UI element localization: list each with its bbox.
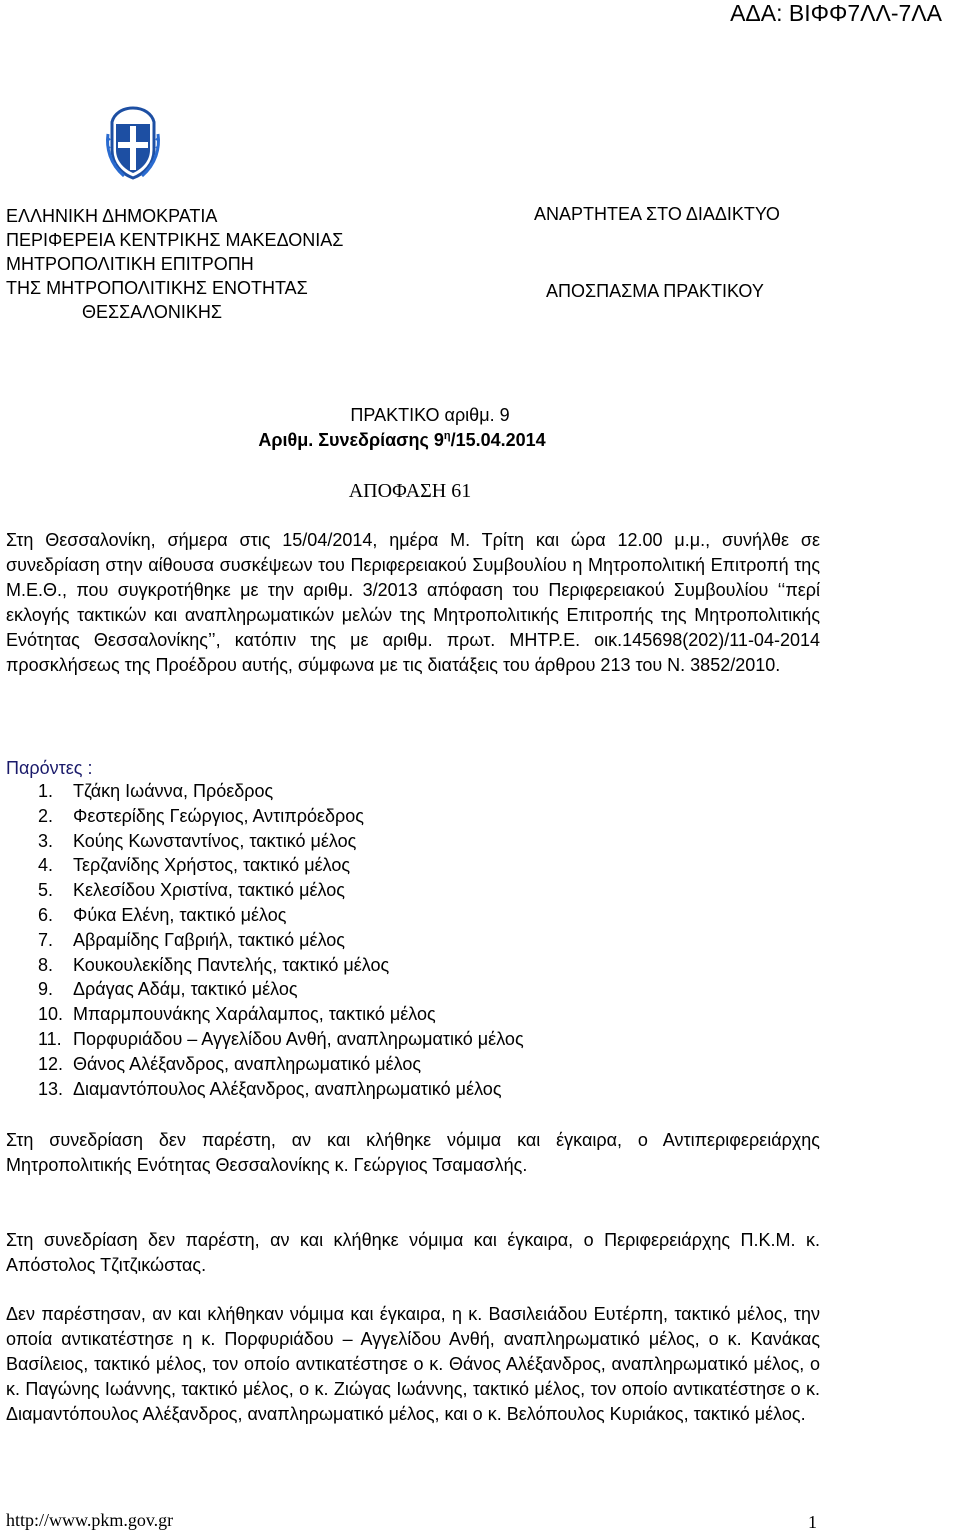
- member-item: [38, 953, 524, 978]
- member-number: 7.: [38, 929, 54, 950]
- present-title: Παρόντες :: [6, 758, 93, 778]
- issuer-line: ΘΕΣΣΑΛΟΝΙΚΗΣ: [82, 302, 223, 322]
- issuer-line: ΕΛΛΗΝΙΚΗ ΔΗΜΟΚΡΑΤΙΑ: [6, 206, 218, 226]
- member-number: 10.: [38, 1004, 64, 1025]
- issuer-block: [6, 204, 343, 324]
- member-number: 11.: [38, 1028, 62, 1049]
- present-members-list: [38, 779, 524, 1101]
- member-name: Θάνος Αλέξανδρος, αναπληρωματικό μέλος: [73, 1053, 422, 1074]
- member-number: 2.: [38, 805, 54, 826]
- member-number: 3.: [38, 830, 54, 851]
- member-number: 13.: [38, 1078, 64, 1099]
- minutes-excerpt-label: ΑΠΟΣΠΑΣΜΑ ΠΡΑΚΤΙΚΟΥ: [546, 281, 764, 301]
- member-item: [38, 928, 524, 953]
- member-name: Τερζανίδης Χρήστος, τακτικό μέλος: [73, 855, 351, 876]
- member-number: 9.: [38, 979, 54, 1000]
- page-number: 1: [808, 1512, 817, 1532]
- member-name: Φύκα Ελένη, τακτικό μέλος: [73, 904, 287, 925]
- member-name: Πορφυριάδου – Αγγελίδου Ανθή, αναπληρωματικό μέλος: [73, 1028, 524, 1049]
- session-prefix: Αριθμ. Συνεδρίασης 9: [258, 430, 444, 450]
- member-item: [38, 903, 524, 928]
- absent-paragraph-1: Στη συνεδρίαση δεν παρέστη, αν και κλήθηκε νόμιμα και έγκαιρα, ο Αντιπεριφερειάρχης Μητροπολιτικής Ενότητας Θεσσαλονίκης κ. Γεώργιος Τσαμασλής.: [6, 1130, 820, 1175]
- member-name: Κελεσίδου Χριστίνα, τακτικό μέλος: [73, 880, 345, 901]
- intro-paragraph: Στη Θεσσαλονίκη, σήμερα στις 15/04/2014, ημέρα Μ. Τρίτη και ώρα 12.00 μ.μ., συνήλθε σε συνεδρίαση στην αίθουσα συσκέψεων του Περιφερειακού Συμβουλίου η Μητροπολιτική Επιτροπή της Μ.Ε.Θ., που συγκροτήθηκε με την αριθμ. 3/2013 απόφαση του Περιφερειακού Συμβουλίου ‘‘περί εκλογής τακτικών και αναπληρωματικών μελών της Μητροπολιτικής Επιτροπής της Μητροπολιτικής Ενότητας Θεσσαλονίκης’’, κατόπιν της με αριθμ. πρωτ. ΜΗΤΡ.Ε. οικ.145698(202)/11-04-2014 προσκλήσεως της Προέδρου αυτής, σύμφωνα με τις διατάξεις του άρθρου 213 του Ν. 3852/2010.: [6, 530, 820, 675]
- member-name: Κούης Κωνσταντίνος, τακτικό μέλος: [73, 830, 357, 851]
- member-item: [38, 779, 524, 804]
- member-item: [38, 1077, 524, 1102]
- member-number: 12.: [38, 1053, 64, 1074]
- member-name: Αβραμίδης Γαβριήλ, τακτικό μέλος: [73, 929, 345, 950]
- session-date: /15.04.2014: [450, 430, 546, 450]
- issuer-line: ΜΗΤΡΟΠΟΛΙΤΙΚΗ ΕΠΙΤΡΟΠΗ: [6, 254, 254, 274]
- decision-title: ΑΠΟΦΑΣΗ 61: [348, 480, 472, 502]
- issuer-line: ΠΕΡΙΦΕΡΕΙΑ ΚΕΝΤΡΙΚΗΣ ΜΑΚΕΔΟΝΙΑΣ: [6, 230, 344, 250]
- member-name: Διαμαντόπουλος Αλέξανδρος, αναπληρωματικό μέλος: [73, 1078, 502, 1099]
- greek-national-emblem-icon: [104, 106, 162, 182]
- issuer-line: ΤΗΣ ΜΗΤΡΟΠΟΛΙΤΙΚΗΣ ΕΝΟΤΗΤΑΣ: [6, 278, 308, 298]
- member-name: Φεστερίδης Γεώργιος, Αντιπρόεδρος: [73, 805, 364, 826]
- member-number: 5.: [38, 880, 54, 901]
- member-item: [38, 878, 524, 903]
- member-name: Τζάκη Ιωάννα, Πρόεδρος: [73, 781, 274, 801]
- member-name: Δράγας Αδάμ, τακτικό μέλος: [73, 979, 298, 1000]
- member-item: [38, 1027, 524, 1052]
- session-number: [192, 430, 612, 451]
- session-ordinal: η: [443, 430, 451, 442]
- member-number: 6.: [38, 904, 54, 925]
- member-item: [38, 829, 524, 854]
- member-name: Μπαρμπουνάκης Χαράλαμπος, τακτικό μέλος: [73, 1004, 436, 1025]
- absent-paragraph-3: Δεν παρέστησαν, αν και κλήθηκαν νόμιμα και έγκαιρα, η κ. Βασιλειάδου Ευτέρπη, τακτικό μέλος, την οποία αντικατέστησε η κ. Πορφυριάδου – Αγγελίδου Ανθή, αναπληρωματικό μέλος, ο κ. Κανάκας Βασίλειος, τακτικό μέλος, τον οποίο αντικατέστησε ο κ. Θάνος Αλέξανδρος, αναπληρωματικό μέλος, ο κ. Παγώνης Ιωάννης, τακτικό μέλος, ο κ. Ζιώγας Ιωάννης, τακτικό μέλος, τον οποίο αντικατέστησε ο κ. Διαμαντόπουλος Αλέξανδρος, αναπληρωματικό μέλος, και ο κ. Βελόπουλος Κυριάκος, τακτικό μέλος.: [6, 1304, 820, 1424]
- member-number: 4.: [38, 855, 54, 876]
- ada-code: ΑΔΑ: ΒΙΦΦ7ΛΛ-7ΛΑ: [730, 0, 942, 26]
- member-item: [38, 1002, 524, 1027]
- minutes-number: ΠΡΑΚΤΙΚΟ αριθμ. 9: [350, 405, 510, 425]
- member-item: [38, 977, 524, 1002]
- member-item: [38, 1052, 524, 1077]
- member-number: 1.: [38, 781, 54, 801]
- member-name: Κουκουλεκίδης Παντελής, τακτικό μέλος: [73, 954, 390, 975]
- posted-online-label: ΑΝΑΡΤΗΤΕΑ ΣΤΟ ΔΙΑΔΙΚΤΥΟ: [534, 204, 780, 224]
- member-item: [38, 804, 524, 829]
- member-number: 8.: [38, 954, 54, 975]
- absent-paragraph-2: Στη συνεδρίαση δεν παρέστη, αν και κλήθηκε νόμιμα και έγκαιρα, ο Περιφερειάρχης Π.Κ.Μ. κ. Απόστολος Τζιτζικώστας.: [6, 1230, 820, 1275]
- member-item: [38, 853, 524, 878]
- footer-url: http://www.pkm.gov.gr: [6, 1510, 174, 1530]
